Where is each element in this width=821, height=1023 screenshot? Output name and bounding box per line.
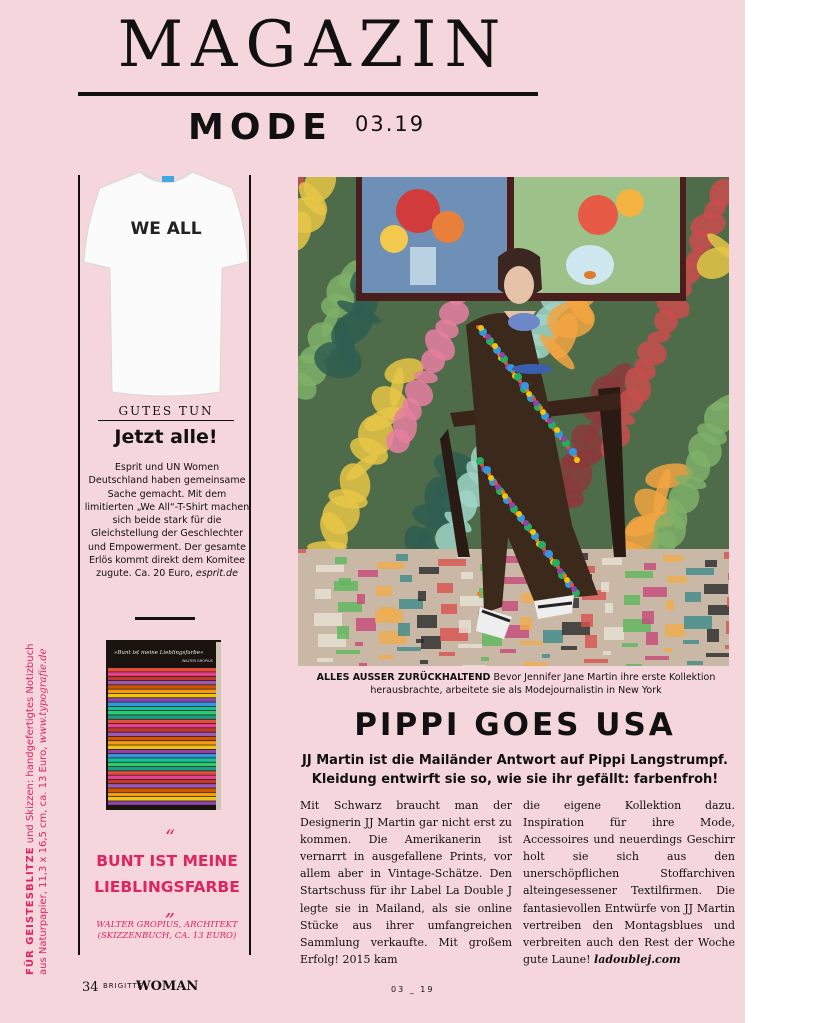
sidebar-left-rule [78,175,80,955]
pull-quote-line1: BUNT IST MEINE [96,852,238,870]
sidebar-headline: Jetzt alle! [114,426,218,448]
sidebar-body-text: Esprit und UN Women Deutschland haben gemeinsame Sache gemacht. Mit dem limitierten „We All“-T-Shirt machen sich beide stark für die Gleichstellung der Geschlechter und Empowerment. Der gesamte Erlös kommt direkt dem Komitee zugute. Ca. 20 Euro, [84,462,250,580]
book-title: »Bunt ist meine Lieblingsfarbe« [114,650,204,656]
article-title: PIPPI GOES USA [354,707,676,743]
caption-text: Bevor Jennifer Jane Martin ihre erste Kollektion herausbrachte, arbeitete sie als Modejournalistin in New York [370,672,716,696]
footer-brand: BRIGITTE [103,982,144,990]
sidebar-body-link: esprit.de [195,568,238,580]
article-column-1: Mit Schwarz braucht man der Designerin JJ Martin gar nicht erst zu kommen. Die Amerikanerin ist vernarrt in ausgefallene Prints, vor allem aber in Vintage-Schätze. Den Startschuss für ihr Label La Double J legte sie in Mailand, als sie online Stücke aus ihrer umfangreichen Sammlung verkaufte. Mit großem Erfolg! 2015 kam [300,799,512,966]
article-deck: JJ Martin ist die Mailänder Antwort auf Pippi Langstrumpf. Kleidung entwirft sie so, wie sie ihr gefällt: farbenfroh! [302,753,728,787]
section-title: MODE [188,107,333,148]
notebook-image [106,640,221,810]
vertical-credit-url: www.typografie.de [38,648,49,744]
vertical-credit-bold: FÜR GEISTESBLITZE [25,846,36,975]
tshirt-print: WE ALL [130,219,202,239]
sidebar-divider [135,617,195,620]
vertical-product-credit [24,615,50,975]
caption-bold: ALLES AUSSER ZURÜCKHALTEND [316,672,491,683]
issue-number: 03.19 [355,112,426,136]
tshirt-image [82,166,250,398]
column-2-link: ladoublej.com [594,952,681,966]
page-number: 34 [82,980,99,995]
kicker-rule [98,420,234,421]
article-column-2 [523,797,735,968]
attribution-line1: WALTER GROPIUS, ARCHITEKT [96,920,238,930]
photo-caption [301,671,731,697]
book-author: WALTER GROPIUS [182,659,213,663]
pull-quote-line2: LIEBLINGSFARBE [94,878,240,896]
attribution-line2: (SKIZZENBUCH, CA. 13 EURO) [97,931,237,941]
sidebar-body [84,461,250,581]
footer-brand-sub: WOMAN [136,979,199,994]
portrait-photo [298,177,729,666]
column-2-text: die eigene Kollektion dazu. Inspiration für ihre Mode, Accessoires und neuerdings Geschirr holt sie sich aus den unerschöpflichen Stoffarchiven alteingesessener Textilfirmen. Die fantasievollen Entwürfe von JJ Martin vertreiben den Montagsblues und verbreiten auch den Rest der Woche gute Laune! [523,799,735,966]
footer-issue: 03 _ 19 [391,985,435,994]
sidebar-kicker: GUTES TUN [118,404,214,418]
vertical-credit-text: und Skizzen: handgefertigtes Notizbuch [25,643,36,847]
masthead-rule [78,92,538,96]
right-margin [745,0,821,1023]
quote-close-mark: „ [164,896,176,920]
pull-quote [84,848,250,900]
quote-attribution [84,920,250,942]
masthead-title: MAGAZIN [117,8,509,82]
quote-open-mark: “ [164,825,176,849]
vertical-credit-line2: aus Naturpapier, 11,3 x 16,5 cm, ca. 13 Euro, [38,743,49,975]
